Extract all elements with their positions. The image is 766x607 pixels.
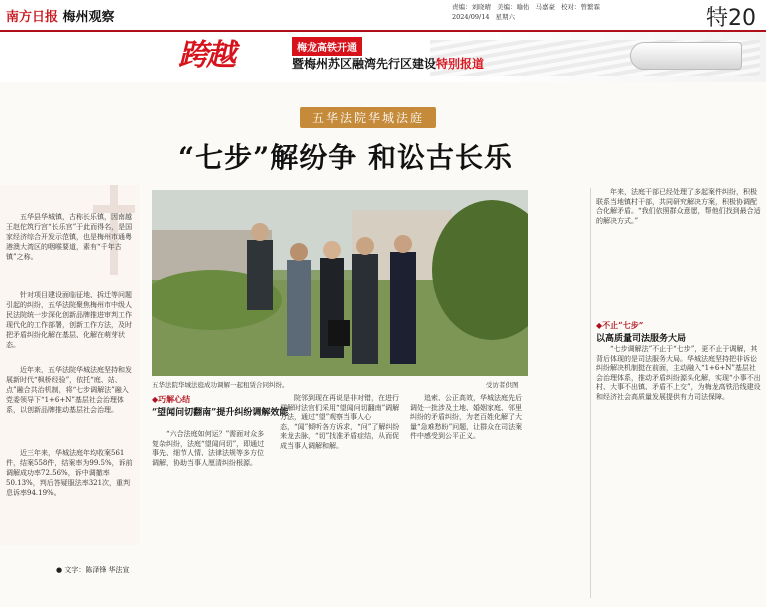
article-credit: ● 文字：陈泽锋 华法宣 <box>56 566 130 574</box>
banner-leap-title: 跨越 <box>178 38 234 73</box>
banner-subtitle-highlight: 特别报道 <box>436 57 485 71</box>
side-paragraph: 近年来，五华法院华城法庭坚持和发展新时代“枫桥经验”，依托“庭、站、点”融合共治机制，将“七步调解法”融入党委领导下“1+6+N”基层社会治理体系，以创新品牌推动基层社会治理。 <box>6 366 132 414</box>
news-photo <box>152 190 528 376</box>
photo-illustration <box>152 190 528 376</box>
meta-item: 美编：喻佑 <box>497 3 530 11</box>
brand-edition: 梅州观察 <box>62 10 115 25</box>
banner-subtitle <box>292 55 484 72</box>
article-headline: “七步”解纷争 和讼古长乐 <box>178 141 513 174</box>
photo-credit: 受访者供图 <box>486 381 519 389</box>
section-title: “望闻问切翻南”提升纠纷调解效能 <box>152 408 289 418</box>
meta-item: 马嘉豪 <box>535 3 555 11</box>
meta-item: 校对：曾繁霖 <box>561 3 600 11</box>
newspaper-brand <box>6 6 115 25</box>
column-divider <box>590 188 591 598</box>
side-paragraph: 近三年来，华城法庭年均收案561件，结案558件，结案率为99.5%，诉前调解成功率72.56%，诉中调撤率50.13%，判后答疑服法率321次，重判息诉率94.19%。 <box>6 449 133 497</box>
section-title: 以高质量司法服务大局 <box>596 334 687 344</box>
page-number: 特20 <box>706 6 756 31</box>
section-label: ◆巧解心结 <box>152 394 191 404</box>
body-column: 院邻到现在再说是非对错，在进行调解时法官们采用“望闻问切翻南”调解方法，通过“望”观察当事人心态，“闻”倾听各方诉求，“问”了解纠纷来龙去脉，“切”找准矛盾症结，从而促成当事人调解和解。 <box>280 394 400 450</box>
photo-caption: 五华法院华城法庭成功调解一起租赁合同纠纷。 <box>152 381 289 389</box>
body-column: 年来，法庭干部已经处理了多起案件纠纷，积极联系当地镇村干部，共同研究解决方案，积极协调配合化解矛盾。“我们依照群众意愿，帮他们找到最合适的解决方式。” <box>596 188 761 225</box>
article-kicker: 五华法院华城法庭 <box>300 107 436 128</box>
meta-date: 2024/09/14 <box>452 13 490 21</box>
high-speed-train-graphic <box>630 42 742 70</box>
side-paragraph: 五华县华城镇，古称长乐镇，因南越王赵佗筑行宫“长乐宫”于此而得名，是国家经济综合开发示范镇，也是梅州市通粤港澳大湾区的咽喉要道，素有“千年古镇”之称。 <box>6 213 133 261</box>
banner-train-tag: 梅龙高铁开通 <box>292 37 362 56</box>
meta-weekday: 星期六 <box>495 13 515 21</box>
edit-credits <box>452 2 606 22</box>
body-column: “七步调解法”不止于“七步”，更不止于调解，其背后体现的是司法服务大局。华城法庭坚持把非诉讼纠纷解决机制挺在前面，主动融入“1+6+N”基层社会治理体系，推动矛盾纠纷源头化解，实现“小事不出村、大事不出镇、矛盾不上交”，为梅龙高铁沿线建设和经济社会高质量发展提供有力司法保障。 <box>596 345 761 401</box>
meta-item: 责编：刘晓晴 <box>452 3 491 11</box>
section-label: ◆不止“七步” <box>596 320 644 330</box>
brand-name: 南方日报 <box>6 10 59 25</box>
banner-subtitle-main: 暨梅州苏区融湾先行区建设 <box>292 57 437 71</box>
side-paragraph: 针对项目建设面临征地、拆迁等问题引起的纠纷，五华法院聚焦梅州市中级人民法院统一步深化创新品牌推进审判工作现代化的工作部署，创新工作方法，及时把矛盾纠纷化解在基层、化解在萌芽状态。 <box>6 291 132 349</box>
body-column: “六合法庭如何运？”需面对众多复杂纠纷，法庭“望闻问切”，即通过事先、细节人情、法律法规等多方位调解，协助当事人厘清纠纷根源。 <box>152 430 265 467</box>
body-column: 追索、公正高效，华城法庭先后调处一批涉及土地、婚姻家庭、邻里纠纷的矛盾纠纷，为老百姓化解了大量“急难愁盼”问题，让群众在司法案件中感受到公平正义。 <box>410 394 523 441</box>
